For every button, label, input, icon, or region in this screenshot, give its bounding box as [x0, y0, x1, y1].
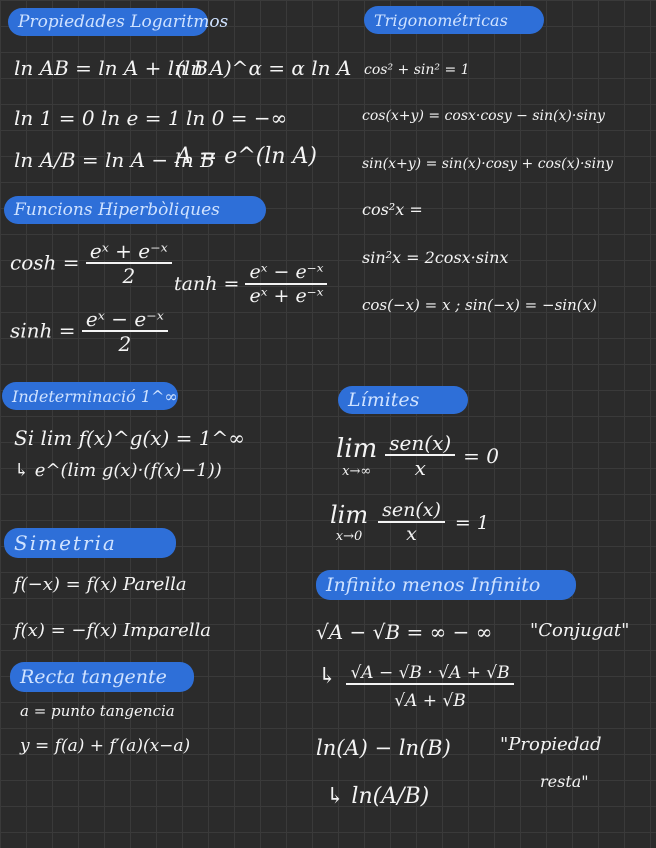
- limit-1: [336, 432, 499, 480]
- tangent-line-2: y = f(a) + f′(a)(x−a): [20, 736, 191, 756]
- sym-line-2: f(x) = −f(x) Imparella: [14, 620, 211, 641]
- log-line-5: ln A/B = ln A − ln B: [14, 148, 215, 172]
- section-title-trigonometric: Trigonométricas: [364, 6, 544, 34]
- cosh-numerator: eˣ + e⁻ˣ: [86, 240, 172, 264]
- indet-line-2: ↳ e^(lim g(x)·(f(x)−1)): [14, 460, 222, 481]
- inf-note-conjugat: "Conjugat": [530, 620, 630, 641]
- limit-1-lim: lim: [336, 433, 378, 464]
- section-title-tangent: Recta tangente: [10, 662, 194, 692]
- limit-1-operator: [336, 434, 377, 479]
- inf-line-1: √A − √B = ∞ − ∞: [316, 620, 493, 644]
- sym-line-1: f(−x) = f(x) Parella: [14, 574, 187, 595]
- limit-1-denominator: x: [414, 456, 426, 480]
- trig-line-2: cos(x+y) = cosx·cosy − sin(x)·siny: [362, 108, 605, 124]
- sinh-fraction: [82, 308, 168, 356]
- limit-2-result: = 1: [454, 511, 489, 534]
- limit-2-operator: [330, 501, 368, 544]
- trig-line-1: cos² + sin² = 1: [364, 62, 470, 78]
- tanh-denominator: eˣ + e⁻ˣ: [249, 284, 324, 307]
- section-title-logarithms: Propiedades Logaritmos: [8, 8, 208, 36]
- ln-resta-note-2: resta": [540, 772, 589, 791]
- tanh-numerator: eˣ − e⁻ˣ: [245, 262, 327, 285]
- ln-resta-line-2: ↳ ln(A/B): [326, 784, 430, 809]
- sinh-formula: [10, 308, 168, 356]
- trig-line-3: sin(x+y) = sin(x)·cosy + cos(x)·siny: [362, 156, 614, 172]
- inf-conjugate-fraction: [346, 664, 513, 711]
- cosh-lhs: cosh =: [10, 250, 80, 275]
- indet-line-1: Si lim f(x)^g(x) = 1^∞: [14, 426, 245, 450]
- trig-line-5: sin²x = 2cosx·sinx: [362, 248, 509, 267]
- ln-resta-note-1: "Propiedad: [500, 734, 602, 755]
- limit-2-fraction: [378, 500, 445, 546]
- limit-1-result: = 0: [463, 444, 500, 468]
- section-title-limits: Límites: [338, 386, 468, 414]
- limit-1-sub: x→∞: [342, 463, 372, 479]
- inf-conjugate-denominator: √A + √B: [394, 690, 466, 711]
- section-title-infinity-minus-infinity: Infinito menos Infinito: [316, 570, 576, 600]
- log-line-2: (ln A)^α = α ln A: [176, 56, 352, 80]
- log-line-6: A = e^(ln A): [176, 144, 318, 169]
- log-line-4: ln 0 = −∞: [186, 106, 288, 130]
- limit-2-lim: lim: [330, 501, 369, 530]
- limit-2-sub: x→0: [335, 529, 363, 545]
- ln-resta-line-1: ln(A) − ln(B): [316, 736, 451, 760]
- log-line-1: ln AB = ln A + ln B: [14, 56, 209, 80]
- sinh-lhs: sinh =: [10, 318, 76, 343]
- cosh-formula: [10, 240, 172, 288]
- inf-arrow: ↳: [318, 664, 337, 689]
- tanh-fraction: [245, 262, 327, 308]
- cosh-denominator: 2: [122, 264, 136, 288]
- section-title-hyperbolic: Funcions Hiperbòliques: [4, 196, 266, 224]
- limit-1-numerator: sen(x): [385, 432, 455, 456]
- section-title-indeterminate: Indeterminació 1^∞: [2, 382, 178, 410]
- limit-2: [330, 500, 489, 546]
- limit-2-numerator: sen(x): [378, 500, 445, 523]
- limit-2-denominator: x: [406, 522, 417, 545]
- trig-line-4: cos²x =: [362, 200, 423, 219]
- tangent-line-1: a = punto tangencia: [20, 702, 175, 720]
- inf-conjugate-formula: [318, 664, 514, 711]
- tanh-formula: [174, 262, 327, 308]
- trig-line-6: cos(−x) = x ; sin(−x) = −sin(x): [362, 296, 597, 314]
- sinh-numerator: eˣ − e⁻ˣ: [82, 308, 168, 332]
- cosh-fraction: [86, 240, 172, 288]
- inf-conjugate-numerator: √A − √B · √A + √B: [346, 664, 513, 685]
- limit-1-fraction: [385, 432, 455, 480]
- log-line-3: ln 1 = 0 ln e = 1: [14, 106, 181, 130]
- tanh-lhs: tanh =: [174, 272, 240, 295]
- sinh-denominator: 2: [118, 332, 132, 356]
- section-title-symmetry: Simetria: [4, 528, 176, 558]
